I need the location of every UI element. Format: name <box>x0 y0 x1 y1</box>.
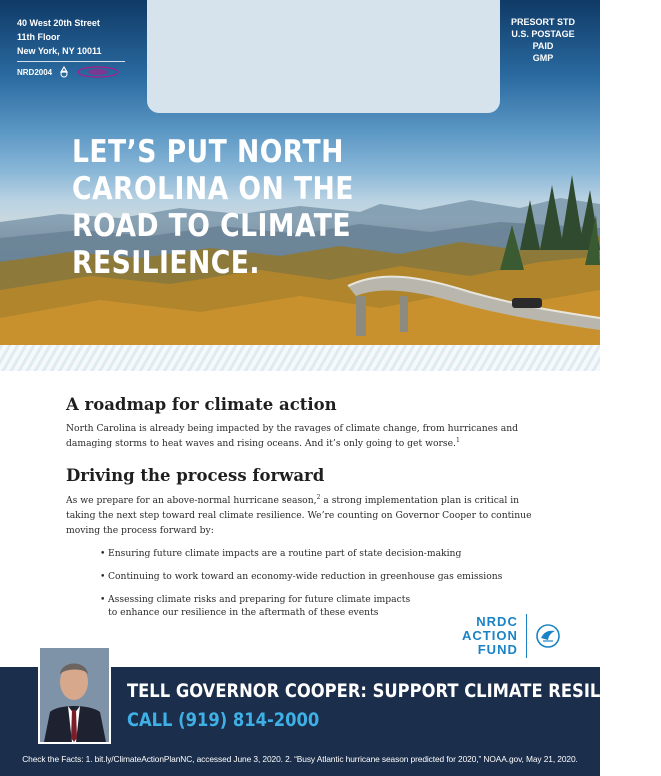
action-list <box>100 547 546 619</box>
postage-line-3: PAID <box>532 41 554 51</box>
governor-portrait-photo <box>38 646 111 744</box>
recycle-icon <box>58 66 70 78</box>
hero-headline <box>72 134 502 282</box>
logo-separator <box>526 614 527 658</box>
main-content <box>66 394 546 629</box>
list-item: • Ensuring future climate impacts are a routine part of state decision-making <box>100 547 546 560</box>
roadmap-body-text: North Carolina is already being impacted by the ravages of climate change, from hurricanes and damaging storms to heat waves and rising oceans. And it’s only going to get worse. <box>66 423 519 449</box>
address-window <box>147 0 500 113</box>
logo-line-1: NRDC <box>476 614 518 629</box>
stripe-divider <box>0 345 600 371</box>
list-item: • Continuing to work toward an economy-wide reduction in greenhouse gas emissions <box>100 570 546 583</box>
hero-headline-line-2: ROAD TO CLIMATE RESILIENCE. <box>72 208 352 281</box>
logo-line-2: ACTION <box>462 628 518 643</box>
nrdc-action-fund-logo <box>462 614 561 658</box>
hero-image <box>0 0 600 345</box>
mailing-code-row <box>17 66 120 78</box>
logo-line-3: FUND <box>477 642 518 657</box>
return-address-line-2: 11th Floor <box>17 32 61 42</box>
hero-headline-line-1: LET’S PUT NORTH CAROLINA ON THE <box>72 134 354 207</box>
facts-footnotes: Check the Facts: 1. bit.ly/ClimateActionPlanNC, accessed June 3, 2020. 2. “Busy Atlantic hurricane season predicted for 2020,” NOAA.gov, May 21, 2020. <box>0 747 600 776</box>
postage-line-1: PRESORT STD <box>510 17 575 27</box>
footnote-mark-1: 1 <box>455 436 460 444</box>
section-heading-driving: Driving the process forward <box>66 466 325 485</box>
address-divider <box>17 61 125 62</box>
section-heading-roadmap: A roadmap for climate action <box>66 395 337 414</box>
driving-body-text-start: As we prepare for an above-normal hurricane season, <box>66 495 317 506</box>
return-address <box>17 16 102 58</box>
postage-line-2: U.S. POSTAGE <box>511 29 575 39</box>
driving-body-text-end: a strong implementation plan is critical in taking the next step toward real climate resilience. We’re counting on Governor Cooper to continue moving the process forward by: <box>66 495 532 536</box>
return-address-line-1: 40 West 20th Street <box>17 18 100 28</box>
list-item-line-1: • Assessing climate risks and preparing for future climate impacts <box>108 594 411 605</box>
section-body-driving <box>66 493 546 538</box>
logo-wordmark <box>462 615 518 657</box>
cta-headline: TELL GOVERNOR COOPER: SUPPORT CLIMATE RESILIENCE. <box>127 680 661 702</box>
list-item-line-2: to enhance our resilience in the aftermath of these events <box>108 607 379 618</box>
section-body-roadmap <box>66 421 546 451</box>
footnote-mark-2: 2 <box>316 493 321 501</box>
eagle-emblem-icon <box>535 622 561 650</box>
printer-seal-icon <box>76 66 120 78</box>
portrait-illustration <box>40 648 109 742</box>
mailing-code: NRD2004 <box>17 67 53 77</box>
postage-line-4: GMP <box>532 53 554 63</box>
cta-phone-number[interactable]: CALL (919) 814-2000 <box>127 709 320 731</box>
return-address-line-3: New York, NY 10011 <box>17 46 102 56</box>
postage-indicia <box>508 16 578 64</box>
